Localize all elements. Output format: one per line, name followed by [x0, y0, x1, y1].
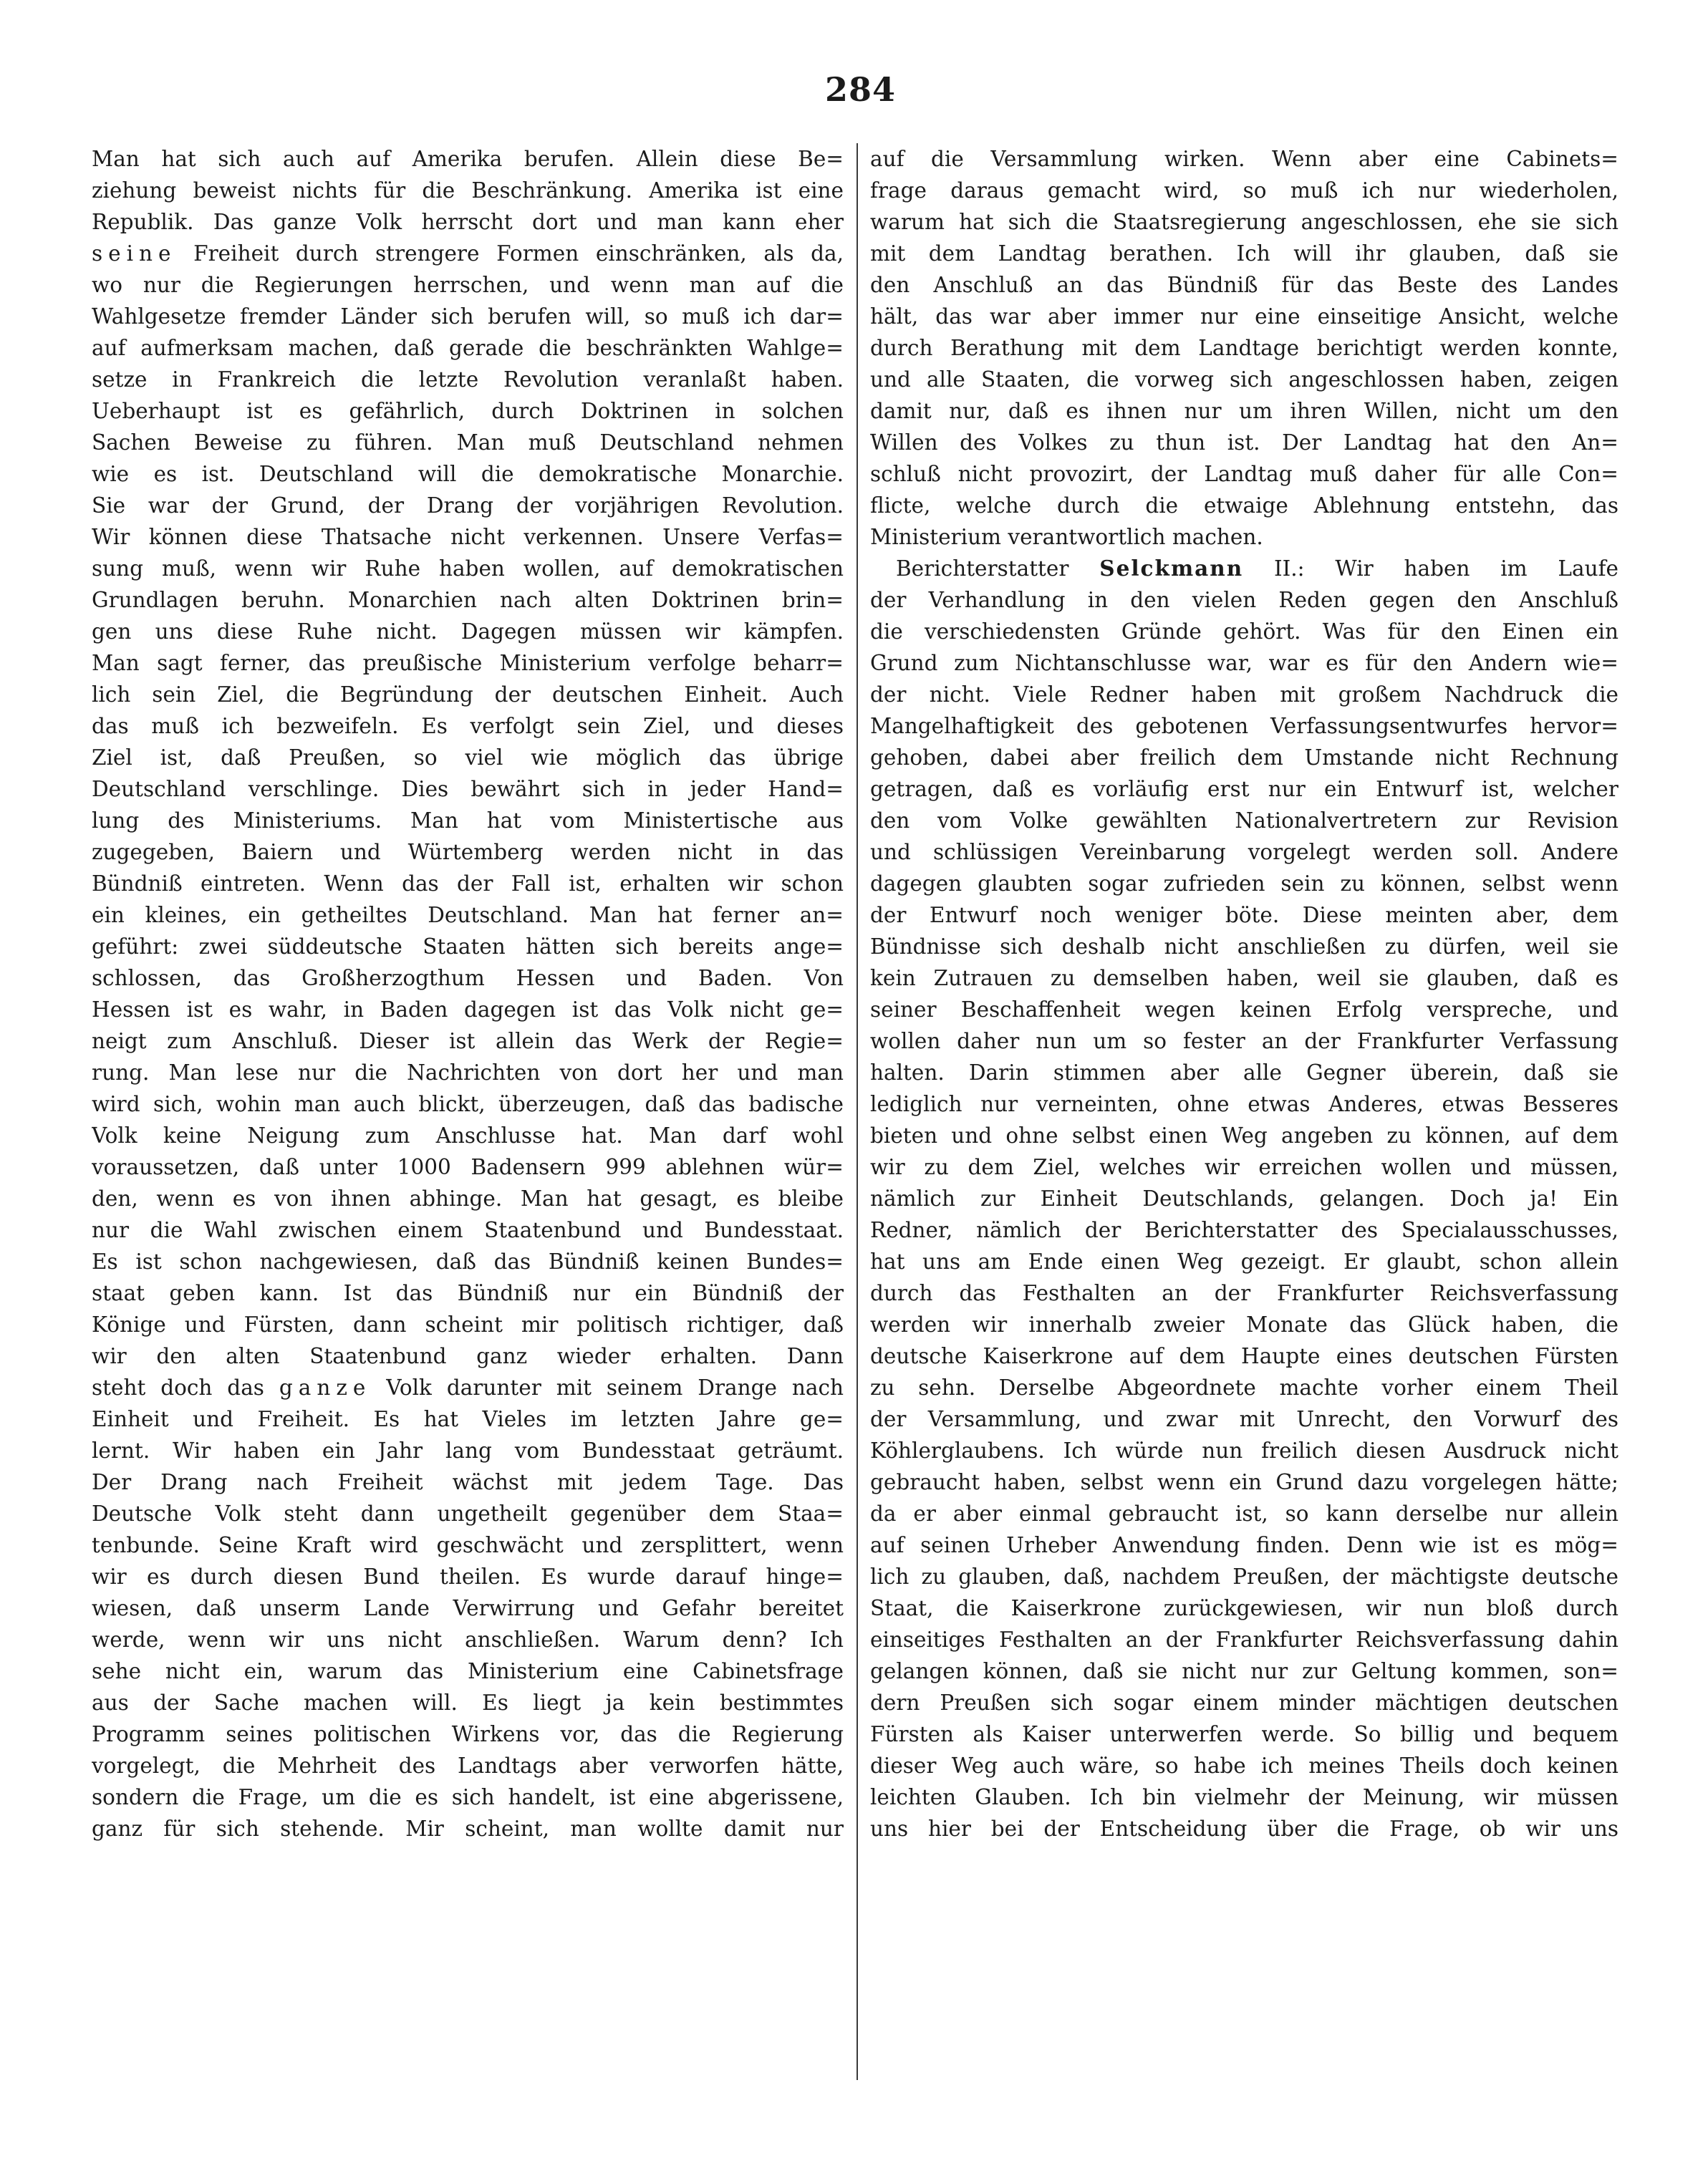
text-line: Volk keine Neigung zum Anschlusse hat. Man darf wohl [92, 1123, 844, 1148]
text-line: Bündniß eintreten. Wenn das der Fall ist, erhalten wir schon [92, 871, 844, 896]
text-line: seiner Beschaffenheit wegen keinen Erfolg verspreche, und [870, 997, 1618, 1022]
text-line: lich zu glauben, daß, nachdem Preußen, der mächtigste deutsche [870, 1565, 1618, 1589]
text-line: Hessen ist es wahr, in Baden dagegen ist das Volk nicht ge= [92, 997, 844, 1022]
text-line: dern Preußen sich sogar einem minder mächtigen deutschen [870, 1691, 1618, 1715]
text-line: einseitiges Festhalten an der Frankfurter Reichsverfassung dahin [870, 1628, 1618, 1652]
text-line: durch Berathung mit dem Landtage berichtigt werden konnte, [870, 336, 1618, 360]
text-line: zu sehn. Derselbe Abgeordnete machte vorher einem Theil [870, 1375, 1618, 1400]
text-line: wollen daher nun um so fester an der Frankfurter Verfassung [870, 1029, 1618, 1053]
text-line: dieser Weg auch wäre, so habe ich meines Theils doch keinen [870, 1754, 1618, 1778]
text-line: wir zu dem Ziel, welches wir erreichen wollen und müssen, [870, 1155, 1618, 1179]
text-line: nur die Wahl zwischen einem Staatenbund und Bundesstaat. [92, 1218, 844, 1242]
text-line: neigt zum Anschluß. Dieser ist allein das Werk der Regie= [92, 1029, 844, 1053]
text-line: halten. Darin stimmen aber alle Gegner überein, daß sie [870, 1060, 1618, 1085]
text-line: voraussetzen, daß unter 1000 Badensern 999 ablehnen wür= [92, 1155, 844, 1179]
paragraph-continued [870, 143, 1618, 553]
text-line: Der Drang nach Freiheit wächst mit jedem Tage. Das [92, 1470, 844, 1494]
text-line: getragen, daß es vorläufig erst nur ein Entwurf ist, welcher [870, 777, 1618, 801]
text-line: gen uns diese Ruhe nicht. Dagegen müssen wir kämpfen. [92, 619, 844, 644]
text-line: hat uns am Ende einen Weg gezeigt. Er glaubt, schon allein [870, 1249, 1618, 1274]
text-line: steht doch das ganze Volk darunter mit seinem Drange nach [92, 1375, 844, 1400]
right-column [870, 143, 1618, 1844]
speaker-suffix: II.: [1273, 556, 1305, 581]
text-line: aus der Sache machen will. Es liegt ja kein bestimmtes [92, 1691, 844, 1715]
text-line: da er aber einmal gebraucht ist, so kann derselbe nur allein [870, 1502, 1618, 1526]
text-line: Ministerium verantwortlich machen. [870, 525, 1263, 549]
text-line: Grund zum Nichtanschlusse war, war es für den Andern wie= [870, 651, 1618, 675]
text-line: Redner, nämlich der Berichterstatter des Specialausschusses, [870, 1218, 1618, 1242]
text-line: mit dem Landtag berathen. Ich will ihr glauben, daß sie [870, 241, 1618, 266]
text-line: Republik. Das ganze Volk herrscht dort und man kann eher [92, 210, 844, 234]
text-line: Staat, die Kaiserkrone zurückgewiesen, wir nun bloß durch [870, 1596, 1618, 1620]
text-line: und schlüssigen Vereinbarung vorgelegt werden soll. Andere [870, 840, 1618, 864]
speech-first-words: Wir haben im Laufe [1335, 556, 1618, 581]
text-line: Ueberhaupt ist es gefährlich, durch Doktrinen in solchen [92, 399, 844, 423]
text-line: den, wenn es von ihnen abhinge. Man hat gesagt, es bleibe [92, 1186, 844, 1211]
text-line: lernt. Wir haben ein Jahr lang vom Bundesstaat geträumt. [92, 1438, 844, 1463]
page-number: 284 [825, 70, 897, 109]
text-line: lung des Ministeriums. Man hat vom Ministertische aus [92, 808, 844, 833]
text-line: das muß ich bezweifeln. Es verfolgt sein Ziel, und dieses [92, 714, 844, 738]
speech-paragraph [870, 584, 1618, 1844]
text-line: gelangen können, daß sie nicht nur zur Geltung kommen, son= [870, 1659, 1618, 1683]
text-line: durch das Festhalten an der Frankfurter Reichsverfassung [870, 1281, 1618, 1305]
text-line: uns hier bei der Entscheidung über die Frage, ob wir uns [870, 1817, 1618, 1841]
text-line: ganz für sich stehende. Mir scheint, man wollte damit nur [92, 1817, 844, 1841]
speaker-name: Selckmann [1099, 556, 1244, 581]
text-line: schluß nicht provozirt, der Landtag muß daher für alle Con= [870, 462, 1618, 486]
text-line: den Anschluß an das Bündniß für das Beste des Landes [870, 273, 1618, 297]
text-line: damit nur, daß es ihnen nur um ihren Willen, nicht um den [870, 399, 1618, 423]
text-line: setze in Frankreich die letzte Revolution veranlaßt haben. [92, 367, 844, 392]
text-line: zugegeben, Baiern und Würtemberg werden nicht in das [92, 840, 844, 864]
text-line: Köhlerglaubens. Ich würde nun freilich diesen Ausdruck nicht [870, 1438, 1618, 1463]
text-line: der Versammlung, und zwar mit Unrecht, den Vorwurf des [870, 1407, 1618, 1431]
text-line: Sie war der Grund, der Drang der vorjährigen Revolution. [92, 493, 844, 518]
text-line: Bündnisse sich deshalb nicht anschließen zu dürfen, weil sie [870, 934, 1618, 959]
text-line: Fürsten als Kaiser unterwerfen werde. So billig und bequem [870, 1722, 1618, 1746]
text-line: auf die Versammlung wirken. Wenn aber eine Cabinets= [870, 147, 1618, 171]
text-line: rung. Man lese nur die Nachrichten von dort her und man [92, 1060, 844, 1085]
text-line: ziehung beweist nichts für die Beschränkung. Amerika ist eine [92, 178, 844, 203]
text-line: auf aufmerksam machen, daß gerade die beschränkten Wahlge= [92, 336, 844, 360]
speaker-role: Berichterstatter [896, 556, 1069, 581]
text-line: hält, das war aber immer nur eine einseitige Ansicht, welche [870, 304, 1618, 329]
text-line: Programm seines politischen Wirkens vor, das die Regierung [92, 1722, 844, 1746]
text-line: gebraucht haben, selbst wenn ein Grund dazu vorgelegen hätte; [870, 1470, 1618, 1494]
text-line: Könige und Fürsten, dann scheint mir politisch richtiger, daß [92, 1312, 844, 1337]
text-line: Mangelhaftigkeit des gebotenen Verfassungsentwurfes hervor= [870, 714, 1618, 738]
text-line: sehe nicht ein, warum das Ministerium eine Cabinetsfrage [92, 1659, 844, 1683]
left-column [92, 143, 844, 1844]
text-line: wird sich, wohin man auch blickt, überzeugen, daß das badische [92, 1092, 844, 1116]
column-divider [857, 143, 858, 2080]
text-line: geführt: zwei süddeutsche Staaten hätten sich bereits ange= [92, 934, 844, 959]
text-line: staat geben kann. Ist das Bündniß nur ein Bündniß der [92, 1281, 844, 1305]
text-line: der Entwurf noch weniger böte. Diese meinten aber, dem [870, 903, 1618, 927]
text-line: Wir können diese Thatsache nicht verkennen. Unsere Verfas= [92, 525, 844, 549]
text-line: warum hat sich die Staatsregierung angeschlossen, ehe sie sich [870, 210, 1618, 234]
text-line: Grundlagen beruhn. Monarchien nach alten Doktrinen brin= [92, 588, 844, 612]
text-line: nämlich zur Einheit Deutschlands, gelangen. Doch ja! Ein [870, 1186, 1618, 1211]
text-line: Einheit und Freiheit. Es hat Vieles im letzten Jahre ge= [92, 1407, 844, 1431]
text-line: sondern die Frage, um die es sich handelt, ist eine abgerissene, [92, 1785, 844, 1809]
speech-intro-line [870, 553, 1618, 584]
text-line: leichten Glauben. Ich bin vielmehr der Meinung, wir müssen [870, 1785, 1618, 1809]
text-line: Deutschland verschlinge. Dies bewährt sich in jeder Hand= [92, 777, 844, 801]
text-line: wo nur die Regierungen herrschen, und wenn man auf die [92, 273, 844, 297]
text-line: frage daraus gemacht wird, so muß ich nur wiederholen, [870, 178, 1618, 203]
text-line: wiesen, daß unserm Lande Verwirrung und Gefahr bereitet [92, 1596, 844, 1620]
text-line: Willen des Volkes zu thun ist. Der Landtag hat den An= [870, 430, 1618, 455]
text-line: seine Freiheit durch strengere Formen einschränken, als da, [92, 241, 844, 266]
text-line: kein Zutrauen zu demselben haben, weil sie glauben, daß es [870, 966, 1618, 990]
text-line: tenbunde. Seine Kraft wird geschwächt und zersplittert, wenn [92, 1533, 844, 1557]
text-line: bieten und ohne selbst einen Weg angeben zu können, auf dem [870, 1123, 1618, 1148]
text-line: die verschiedensten Gründe gehört. Was für den Einen ein [870, 619, 1618, 644]
text-line: wir es durch diesen Bund theilen. Es wurde darauf hinge= [92, 1565, 844, 1589]
text-line: gehoben, dabei aber freilich dem Umstande nicht Rechnung [870, 745, 1618, 770]
text-line: und alle Staaten, die vorweg sich angeschlossen haben, zeigen [870, 367, 1618, 392]
text-line: lich sein Ziel, die Begründung der deutschen Einheit. Auch [92, 682, 844, 707]
text-line: den vom Volke gewählten Nationalvertretern zur Revision [870, 808, 1618, 833]
text-line: wir den alten Staatenbund ganz wieder erhalten. Dann [92, 1344, 844, 1368]
text-line: dagegen glaubten sogar zufrieden sein zu können, selbst wenn [870, 871, 1618, 896]
text-line: Man hat sich auch auf Amerika berufen. Allein diese Be= [92, 147, 844, 171]
text-line: lediglich nur verneinten, ohne etwas Anderes, etwas Besseres [870, 1092, 1618, 1116]
text-line: vorgelegt, die Mehrheit des Landtags aber verworfen hätte, [92, 1754, 844, 1778]
text-line: auf seinen Urheber Anwendung finden. Denn wie ist es mög= [870, 1533, 1618, 1557]
text-line: deutsche Kaiserkrone auf dem Haupte eines deutschen Fürsten [870, 1344, 1618, 1368]
text-line: ein kleines, ein getheiltes Deutschland. Man hat ferner an= [92, 903, 844, 927]
text-line: werde, wenn wir uns nicht anschließen. Warum denn? Ich [92, 1628, 844, 1652]
text-line: Wahlgesetze fremder Länder sich berufen will, so muß ich dar= [92, 304, 844, 329]
text-line: Man sagt ferner, das preußische Ministerium verfolge beharr= [92, 651, 844, 675]
text-line: Sachen Beweise zu führen. Man muß Deutschland nehmen [92, 430, 844, 455]
text-line: werden wir innerhalb zweier Monate das Glück haben, die [870, 1312, 1618, 1337]
text-line: wie es ist. Deutschland will die demokratische Monarchie. [92, 462, 844, 486]
emphasized-word: seine [92, 241, 177, 266]
text-line: Es ist schon nachgewiesen, daß das Bündniß keinen Bundes= [92, 1249, 844, 1274]
text-line: Ziel ist, daß Preußen, so viel wie möglich das übrige [92, 745, 844, 770]
text-line: der Verhandlung in den vielen Reden gegen den Anschluß [870, 588, 1618, 612]
emphasized-word: ganze [279, 1375, 372, 1400]
text-line: flicte, welche durch die etwaige Ablehnung entstehn, das [870, 493, 1618, 518]
text-line: der nicht. Viele Redner haben mit großem Nachdruck die [870, 682, 1618, 707]
text-line: Deutsche Volk steht dann ungetheilt gegenüber dem Staa= [92, 1502, 844, 1526]
text-line: schlossen, das Großherzogthum Hessen und Baden. Von [92, 966, 844, 990]
text-line: sung muß, wenn wir Ruhe haben wollen, auf demokratischen [92, 556, 844, 581]
